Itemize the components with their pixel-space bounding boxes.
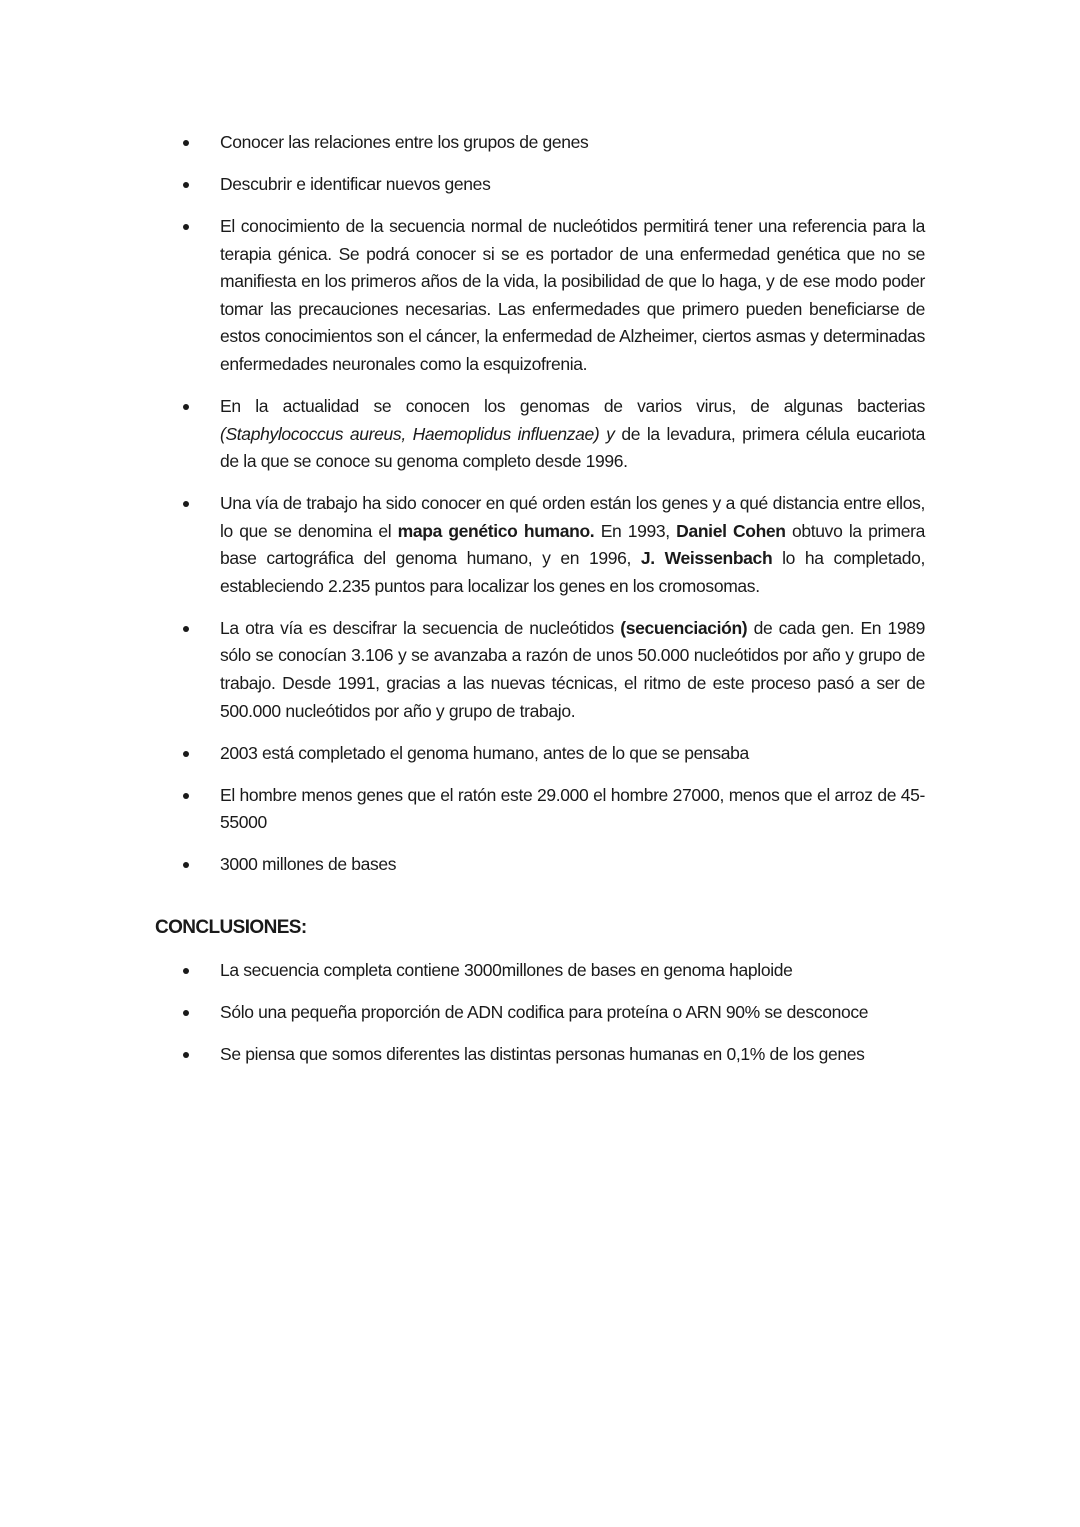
list-item-text: Se piensa que somos diferentes las distintas personas humanas en 0,1% de los genes bbox=[220, 1043, 865, 1064]
list-item-text: obtuvo la primera base cartográfica del genoma humano, y en 1996, bbox=[220, 520, 925, 569]
person-name-bold: Daniel Cohen bbox=[676, 520, 786, 541]
bullet-icon bbox=[183, 968, 189, 974]
bullet-icon bbox=[183, 501, 189, 507]
bullet-icon bbox=[183, 1010, 189, 1016]
list-item-text: En 1993, bbox=[594, 520, 677, 541]
list-item bbox=[0, 490, 1080, 600]
list-item bbox=[0, 782, 1080, 837]
list-item-text: lo ha completado, estableciendo 2.235 puntos para localizar los genes en los cromosomas. bbox=[220, 548, 925, 596]
list-item-text: de cada gen. En 1989 sólo se conocían 3.106 y se avanzaba a razón de unos 50.000 nucleótidos por año y grupo de trabajo. Desde 1991, gracias a las nuevas técnicas, el ritmo de este proceso pasó a ser de 500.000 nucleótidos por año y grupo de trabajo. bbox=[220, 617, 925, 721]
list-item bbox=[0, 213, 1080, 379]
bullet-icon bbox=[183, 626, 189, 632]
list-item-text: de la levadura, primera célula eucariota de la que se conoce su genoma completo desde 1996. bbox=[220, 423, 925, 472]
bullet-icon bbox=[183, 793, 189, 799]
list-item-text: El hombre menos genes que el ratón este 29.000 el hombre 27000, menos que el arroz de 45-55000 bbox=[220, 784, 925, 833]
bullet-icon bbox=[183, 862, 189, 868]
conclusions-bullet-list bbox=[0, 957, 1080, 1069]
list-item-text: La otra vía es descifrar la secuencia de nucleótidos bbox=[220, 617, 621, 638]
list-item bbox=[0, 1041, 1080, 1069]
list-item bbox=[0, 740, 1080, 768]
species-names-italic: (Staphylococcus aureus, Haemoplidus influenzae) y bbox=[220, 423, 615, 444]
list-item-text: Sólo una pequeña proporción de ADN codifica para proteína o ARN 90% se desconoce bbox=[220, 1001, 869, 1022]
list-item-text: El conocimiento de la secuencia normal de nucleótidos permitirá tener una referencia para la terapia génica. Se podrá conocer si se es portador de una enfermedad genética que no se manifiesta en los primeros años de la vida, la posibilidad de que lo haga, y de ese modo poder tomar las precauciones necesarias. Las enfermedades que primero pueden beneficiarse de estos conocimientos son el cáncer, la enfermedad de Alzheimer, ciertos asmas y determinadas enfermedades neuronales como la esquizofrenia. bbox=[220, 215, 925, 374]
bullet-icon bbox=[183, 1052, 189, 1058]
list-item bbox=[0, 615, 1080, 725]
bullet-icon bbox=[183, 182, 189, 188]
bullet-icon bbox=[183, 404, 189, 410]
list-item bbox=[0, 957, 1080, 985]
term-bold: mapa genético humano. bbox=[397, 520, 595, 541]
conclusions-heading: CONCLUSIONES: bbox=[155, 917, 307, 938]
facts-bullet-list bbox=[0, 129, 1080, 879]
list-item bbox=[0, 999, 1080, 1027]
list-item-text: Conocer las relaciones entre los grupos de genes bbox=[220, 132, 589, 152]
list-item bbox=[0, 171, 1080, 199]
bullet-icon bbox=[183, 751, 189, 757]
bullet-icon bbox=[183, 224, 189, 230]
list-item bbox=[0, 393, 1080, 476]
term-bold: (secuenciación) bbox=[620, 617, 748, 638]
list-item bbox=[0, 129, 1080, 157]
list-item-text: Descubrir e identificar nuevos genes bbox=[220, 173, 491, 194]
bullet-icon bbox=[183, 140, 189, 146]
list-item-text: Una vía de trabajo ha sido conocer en qué orden están los genes y a qué distancia entre ellos, lo que se denomina el bbox=[220, 493, 925, 541]
list-item-text: 3000 millones de bases bbox=[220, 854, 397, 875]
list-item-text: La secuencia completa contiene 3000millones de bases en genoma haploide bbox=[220, 960, 793, 980]
list-item-text: 2003 está completado el genoma humano, antes de lo que se pensaba bbox=[220, 742, 749, 763]
list-item-text: En la actualidad se conocen los genomas de varios virus, de algunas bacterias bbox=[220, 395, 925, 416]
list-item bbox=[0, 851, 1080, 879]
person-name-bold: J. Weissenbach bbox=[640, 548, 773, 569]
